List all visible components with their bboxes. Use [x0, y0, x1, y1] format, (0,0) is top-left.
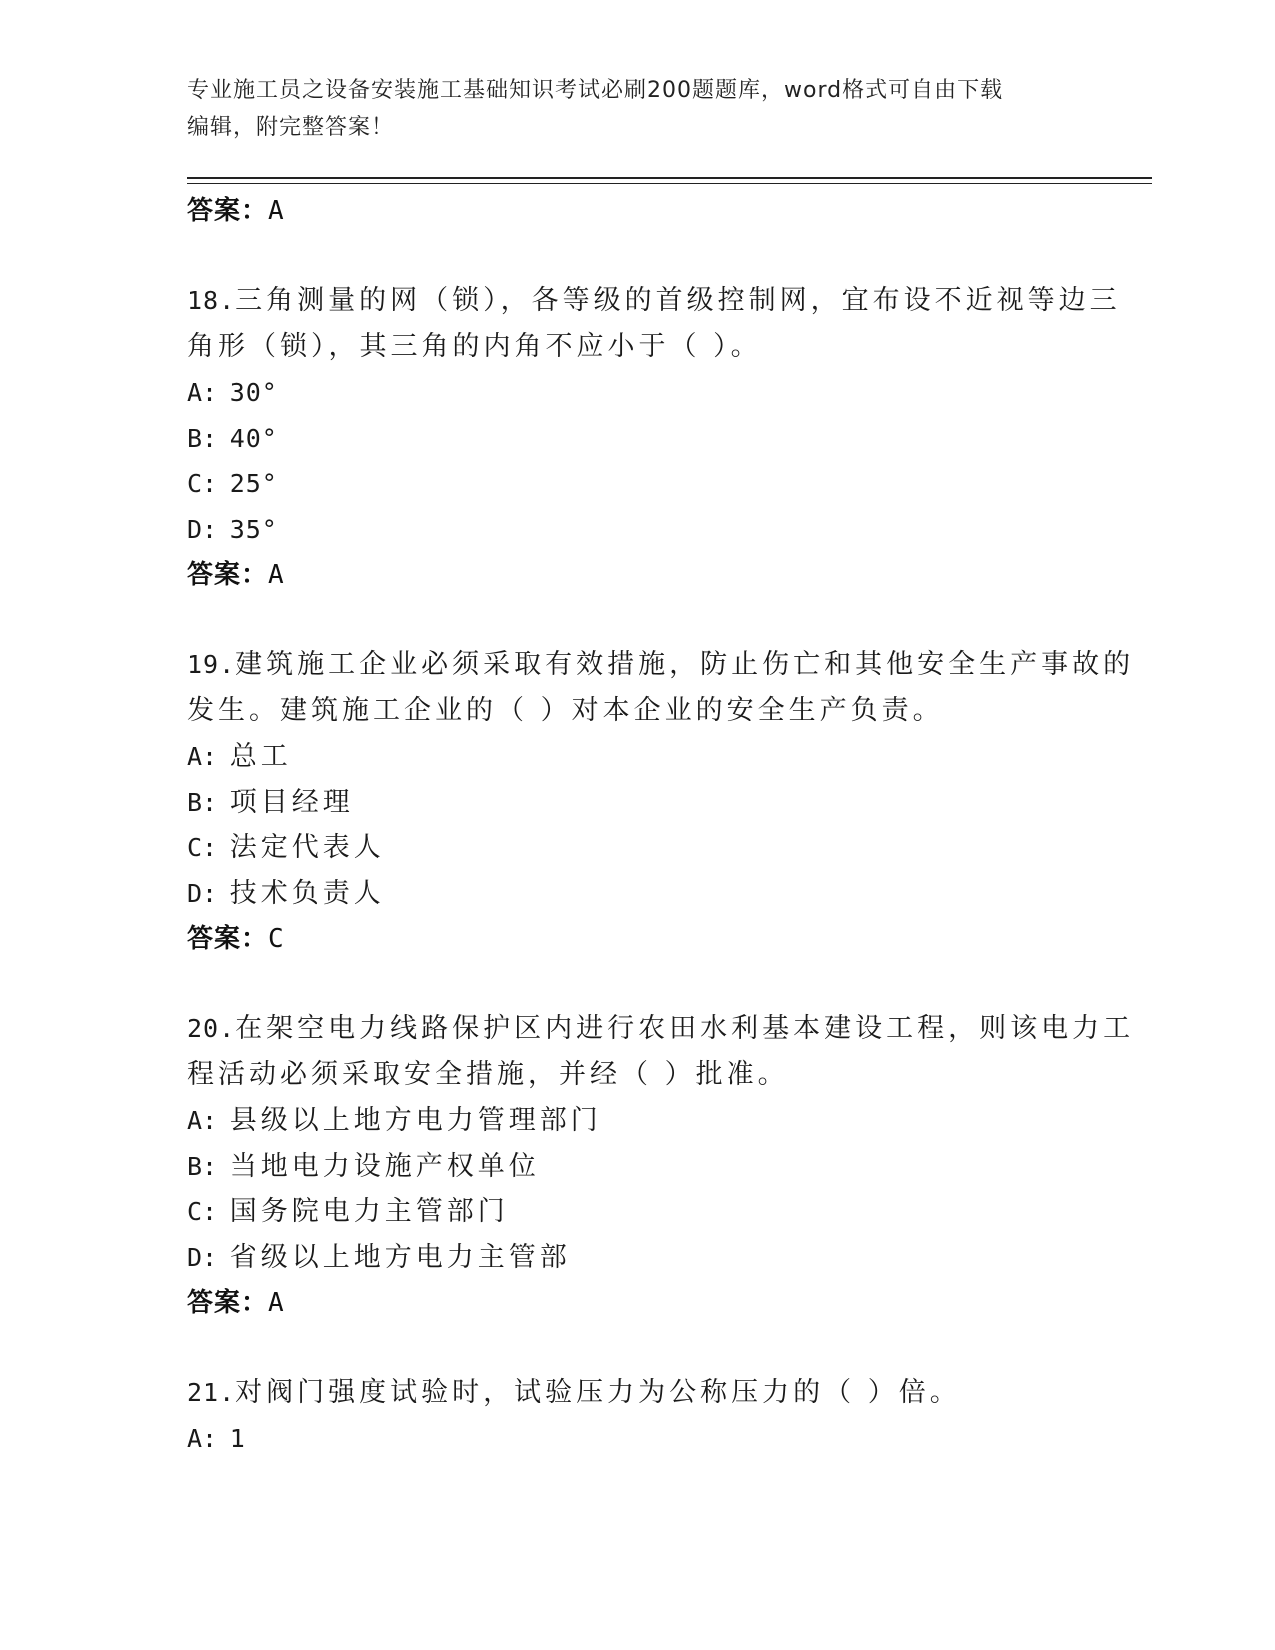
question-text	[187, 278, 1147, 370]
option-text: 总工	[229, 741, 292, 772]
answer-line	[187, 1280, 1147, 1326]
question-body: 三角测量的网（锁），各等级的首级控制网，宜布设不近视等边三角形（锁），其三角的内角不应小于（ ）。	[187, 285, 1121, 362]
question-list	[187, 188, 1147, 1462]
option-text: 35°	[229, 514, 278, 544]
question-number: 19.	[187, 650, 236, 679]
option-letter: A:	[187, 1424, 218, 1453]
option-d	[187, 507, 1147, 553]
header-divider-thin	[187, 183, 1152, 184]
question-body: 建筑施工企业必须采取有效措施，防止伤亡和其他安全生产事故的发生。建筑施工企业的（ ）对本企业的安全生产负责。	[187, 649, 1135, 726]
question-20	[187, 1006, 1147, 1326]
option-text: 省级以上地方电力主管部	[229, 1241, 571, 1273]
option-letter: A:	[187, 742, 218, 771]
document-header	[187, 72, 1087, 146]
option-letter: C:	[187, 1197, 218, 1226]
option-letter: B:	[187, 787, 218, 817]
option-d	[187, 1235, 1147, 1281]
option-b	[187, 1144, 1147, 1190]
answer-value: C	[268, 924, 285, 954]
option-a	[187, 1416, 1147, 1462]
option-text: 国务院电力主管部门	[229, 1196, 509, 1227]
option-d	[187, 871, 1147, 917]
option-c	[187, 461, 1147, 507]
option-letter: D:	[187, 514, 218, 544]
answer-value: A	[268, 1288, 285, 1318]
question-number: 21.	[187, 1378, 236, 1407]
option-letter: A:	[187, 378, 218, 407]
option-letter: D:	[187, 878, 218, 908]
option-text: 技术负责人	[229, 877, 385, 909]
header-line-2: 编辑，附完整答案！	[187, 115, 395, 140]
header-line-1: 专业施工员之设备安装施工基础知识考试必刷200题题库，word格式可自由下载	[187, 78, 1004, 103]
option-letter: D:	[187, 1242, 218, 1272]
option-letter: C:	[187, 833, 218, 862]
question-number: 20.	[187, 1014, 236, 1043]
answer-value: A	[268, 196, 285, 226]
option-letter: B:	[187, 1151, 218, 1181]
option-text: 25°	[229, 469, 278, 498]
option-text: 30°	[229, 378, 278, 407]
option-letter: B:	[187, 423, 218, 453]
answer-value: A	[268, 560, 285, 590]
option-letter: A:	[187, 1106, 218, 1135]
question-body: 在架空电力线路保护区内进行农田水利基本建设工程，则该电力工程活动必须采取安全措施，并经（ ）批准。	[187, 1013, 1135, 1090]
option-text: 法定代表人	[229, 832, 385, 863]
answer-label: 答案：	[187, 924, 269, 954]
question-21	[187, 1370, 1147, 1462]
option-text: 40°	[229, 423, 278, 453]
option-b	[187, 416, 1147, 462]
option-text: 项目经理	[229, 786, 354, 818]
question-body: 对阀门强度试验时，试验压力为公称压力的（ ）倍。	[235, 1377, 961, 1408]
option-text: 1	[229, 1424, 246, 1453]
answer-label: 答案：	[187, 560, 269, 590]
answer-line	[187, 188, 1147, 234]
option-a	[187, 1098, 1147, 1144]
answer-label: 答案：	[187, 1288, 269, 1318]
option-b	[187, 780, 1147, 826]
question-text	[187, 1006, 1147, 1098]
option-letter: C:	[187, 469, 218, 498]
option-c	[187, 1189, 1147, 1235]
option-c	[187, 825, 1147, 871]
option-a	[187, 370, 1147, 416]
answer-label: 答案：	[187, 196, 269, 226]
question-text	[187, 1370, 1147, 1416]
question-text	[187, 642, 1147, 734]
question-18	[187, 278, 1147, 598]
option-text: 当地电力设施产权单位	[229, 1150, 540, 1182]
answer-line	[187, 552, 1147, 598]
option-a	[187, 734, 1147, 780]
question-19	[187, 642, 1147, 962]
question-number: 18.	[187, 286, 236, 315]
answer-line	[187, 916, 1147, 962]
header-divider	[187, 177, 1152, 179]
option-text: 县级以上地方电力管理部门	[229, 1105, 602, 1136]
